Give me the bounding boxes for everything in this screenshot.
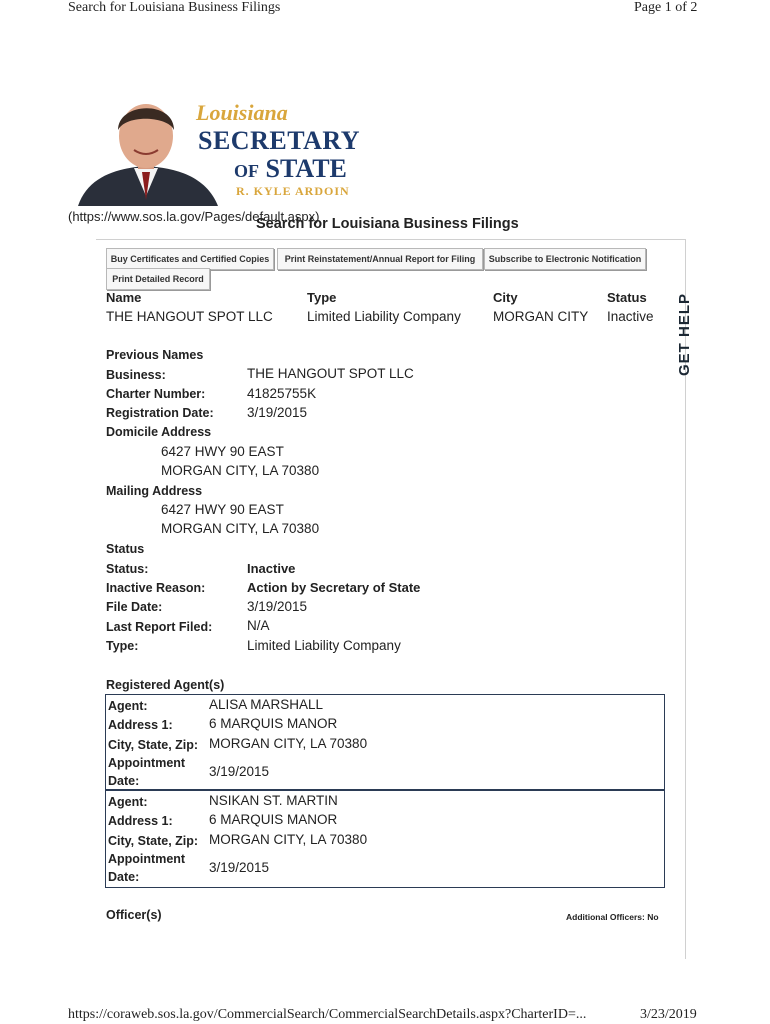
agent-city-state-zip: MORGAN CITY, LA 70380 (209, 832, 368, 847)
additional-officers-note: Additional Officers: No (566, 912, 659, 922)
city-state-zip-label: City, State, Zip: (108, 738, 199, 752)
charter-number-label: Charter Number: (106, 387, 206, 401)
buy-certificates-button[interactable]: Buy Certificates and Certified Copies (106, 248, 274, 270)
agent-label: Agent: (108, 795, 148, 809)
agent-label: Agent: (108, 699, 148, 713)
business-label: Business: (106, 368, 166, 382)
type-value: Limited Liability Company (247, 638, 401, 653)
registered-agents-heading: Registered Agent(s) (106, 678, 225, 692)
file-date-value: 3/19/2015 (247, 599, 308, 614)
logo-of-text: OF (234, 161, 259, 181)
subscribe-notification-button[interactable]: Subscribe to Electronic Notification (484, 248, 646, 270)
type-label: Type: (106, 639, 139, 653)
get-help-tab[interactable]: GET HELP (676, 292, 693, 376)
registration-date-value: 3/19/2015 (247, 405, 308, 420)
agent-address: 6 MARQUIS MANOR (209, 812, 338, 827)
mailing-address-heading: Mailing Address (106, 484, 203, 498)
appointment-label: Appointment (108, 756, 186, 770)
last-report-value: N/A (247, 618, 270, 633)
business-status-cell: Inactive (607, 309, 654, 324)
content-frame-top-border (96, 239, 686, 240)
status-value: Inactive (247, 561, 296, 576)
business-type-cell: Limited Liability Company (307, 309, 461, 324)
city-state-zip-label: City, State, Zip: (108, 834, 199, 848)
inactive-reason-label: Inactive Reason: (106, 581, 206, 595)
business-name-cell: THE HANGOUT SPOT LLC (106, 309, 273, 324)
appointment-date-label: Date: (108, 870, 140, 884)
column-header-status: Status (607, 290, 647, 305)
domicile-address-heading: Domicile Address (106, 425, 212, 439)
address-label: Address 1: (108, 814, 173, 828)
mailing-address-line2: MORGAN CITY, LA 70380 (161, 521, 320, 536)
agent-appointment-date: 3/19/2015 (209, 860, 270, 875)
address-label: Address 1: (108, 718, 173, 732)
agent-name: NSIKAN ST. MARTIN (209, 793, 338, 808)
print-reinstatement-button[interactable]: Print Reinstatement/Annual Report for Filing (277, 248, 483, 270)
business-city-cell: MORGAN CITY (493, 309, 589, 324)
agent-record (105, 790, 665, 888)
registration-date-label: Registration Date: (106, 406, 214, 420)
logo-secretary-text: SECRETARY (198, 126, 361, 155)
business-value: THE HANGOUT SPOT LLC (247, 366, 414, 381)
logo-official-name: R. KYLE ARDOIN (236, 184, 350, 198)
logo-state-text: STATE (265, 154, 347, 183)
domicile-address-line2: MORGAN CITY, LA 70380 (161, 463, 320, 478)
file-date-label: File Date: (106, 600, 163, 614)
appointment-label: Appointment (108, 852, 186, 866)
officers-heading: Officer(s) (106, 908, 162, 922)
mailing-address-line1: 6427 HWY 90 EAST (161, 502, 284, 517)
previous-names-heading: Previous Names (106, 348, 204, 362)
charter-number-value: 41825755K (247, 386, 317, 401)
appointment-date-label: Date: (108, 774, 140, 788)
domicile-address-line1: 6427 HWY 90 EAST (161, 444, 284, 459)
sos-logo[interactable] (68, 96, 361, 206)
agent-city-state-zip: MORGAN CITY, LA 70380 (209, 736, 368, 751)
print-detailed-record-button[interactable]: Print Detailed Record (106, 268, 210, 290)
status-label: Status: (106, 562, 149, 576)
inactive-reason-value: Action by Secretary of State (247, 580, 421, 595)
status-section-heading: Status (106, 542, 145, 556)
column-header-city: City (493, 290, 518, 305)
logo-of-state-text (234, 154, 347, 184)
column-header-name: Name (106, 290, 142, 305)
last-report-label: Last Report Filed: (106, 620, 213, 634)
agent-address: 6 MARQUIS MANOR (209, 716, 338, 731)
agent-record (105, 694, 665, 790)
home-link[interactable]: (https://www.sos.la.gov/Pages/default.aspx) (68, 209, 320, 224)
print-footer-url: https://coraweb.sos.la.gov/CommercialSearch/CommercialSearchDetails.aspx?CharterID=... (68, 1007, 587, 1022)
page-title: Search for Louisiana Business Filings (256, 216, 519, 232)
agent-appointment-date: 3/19/2015 (209, 764, 270, 779)
print-footer-date: 3/23/2019 (640, 1007, 697, 1022)
print-header-title: Search for Louisiana Business Filings (68, 0, 281, 15)
column-header-type: Type (307, 290, 337, 305)
logo-louisiana-text: Louisiana (196, 100, 288, 125)
agent-name: ALISA MARSHALL (209, 697, 324, 712)
print-header-page: Page 1 of 2 (634, 0, 698, 15)
